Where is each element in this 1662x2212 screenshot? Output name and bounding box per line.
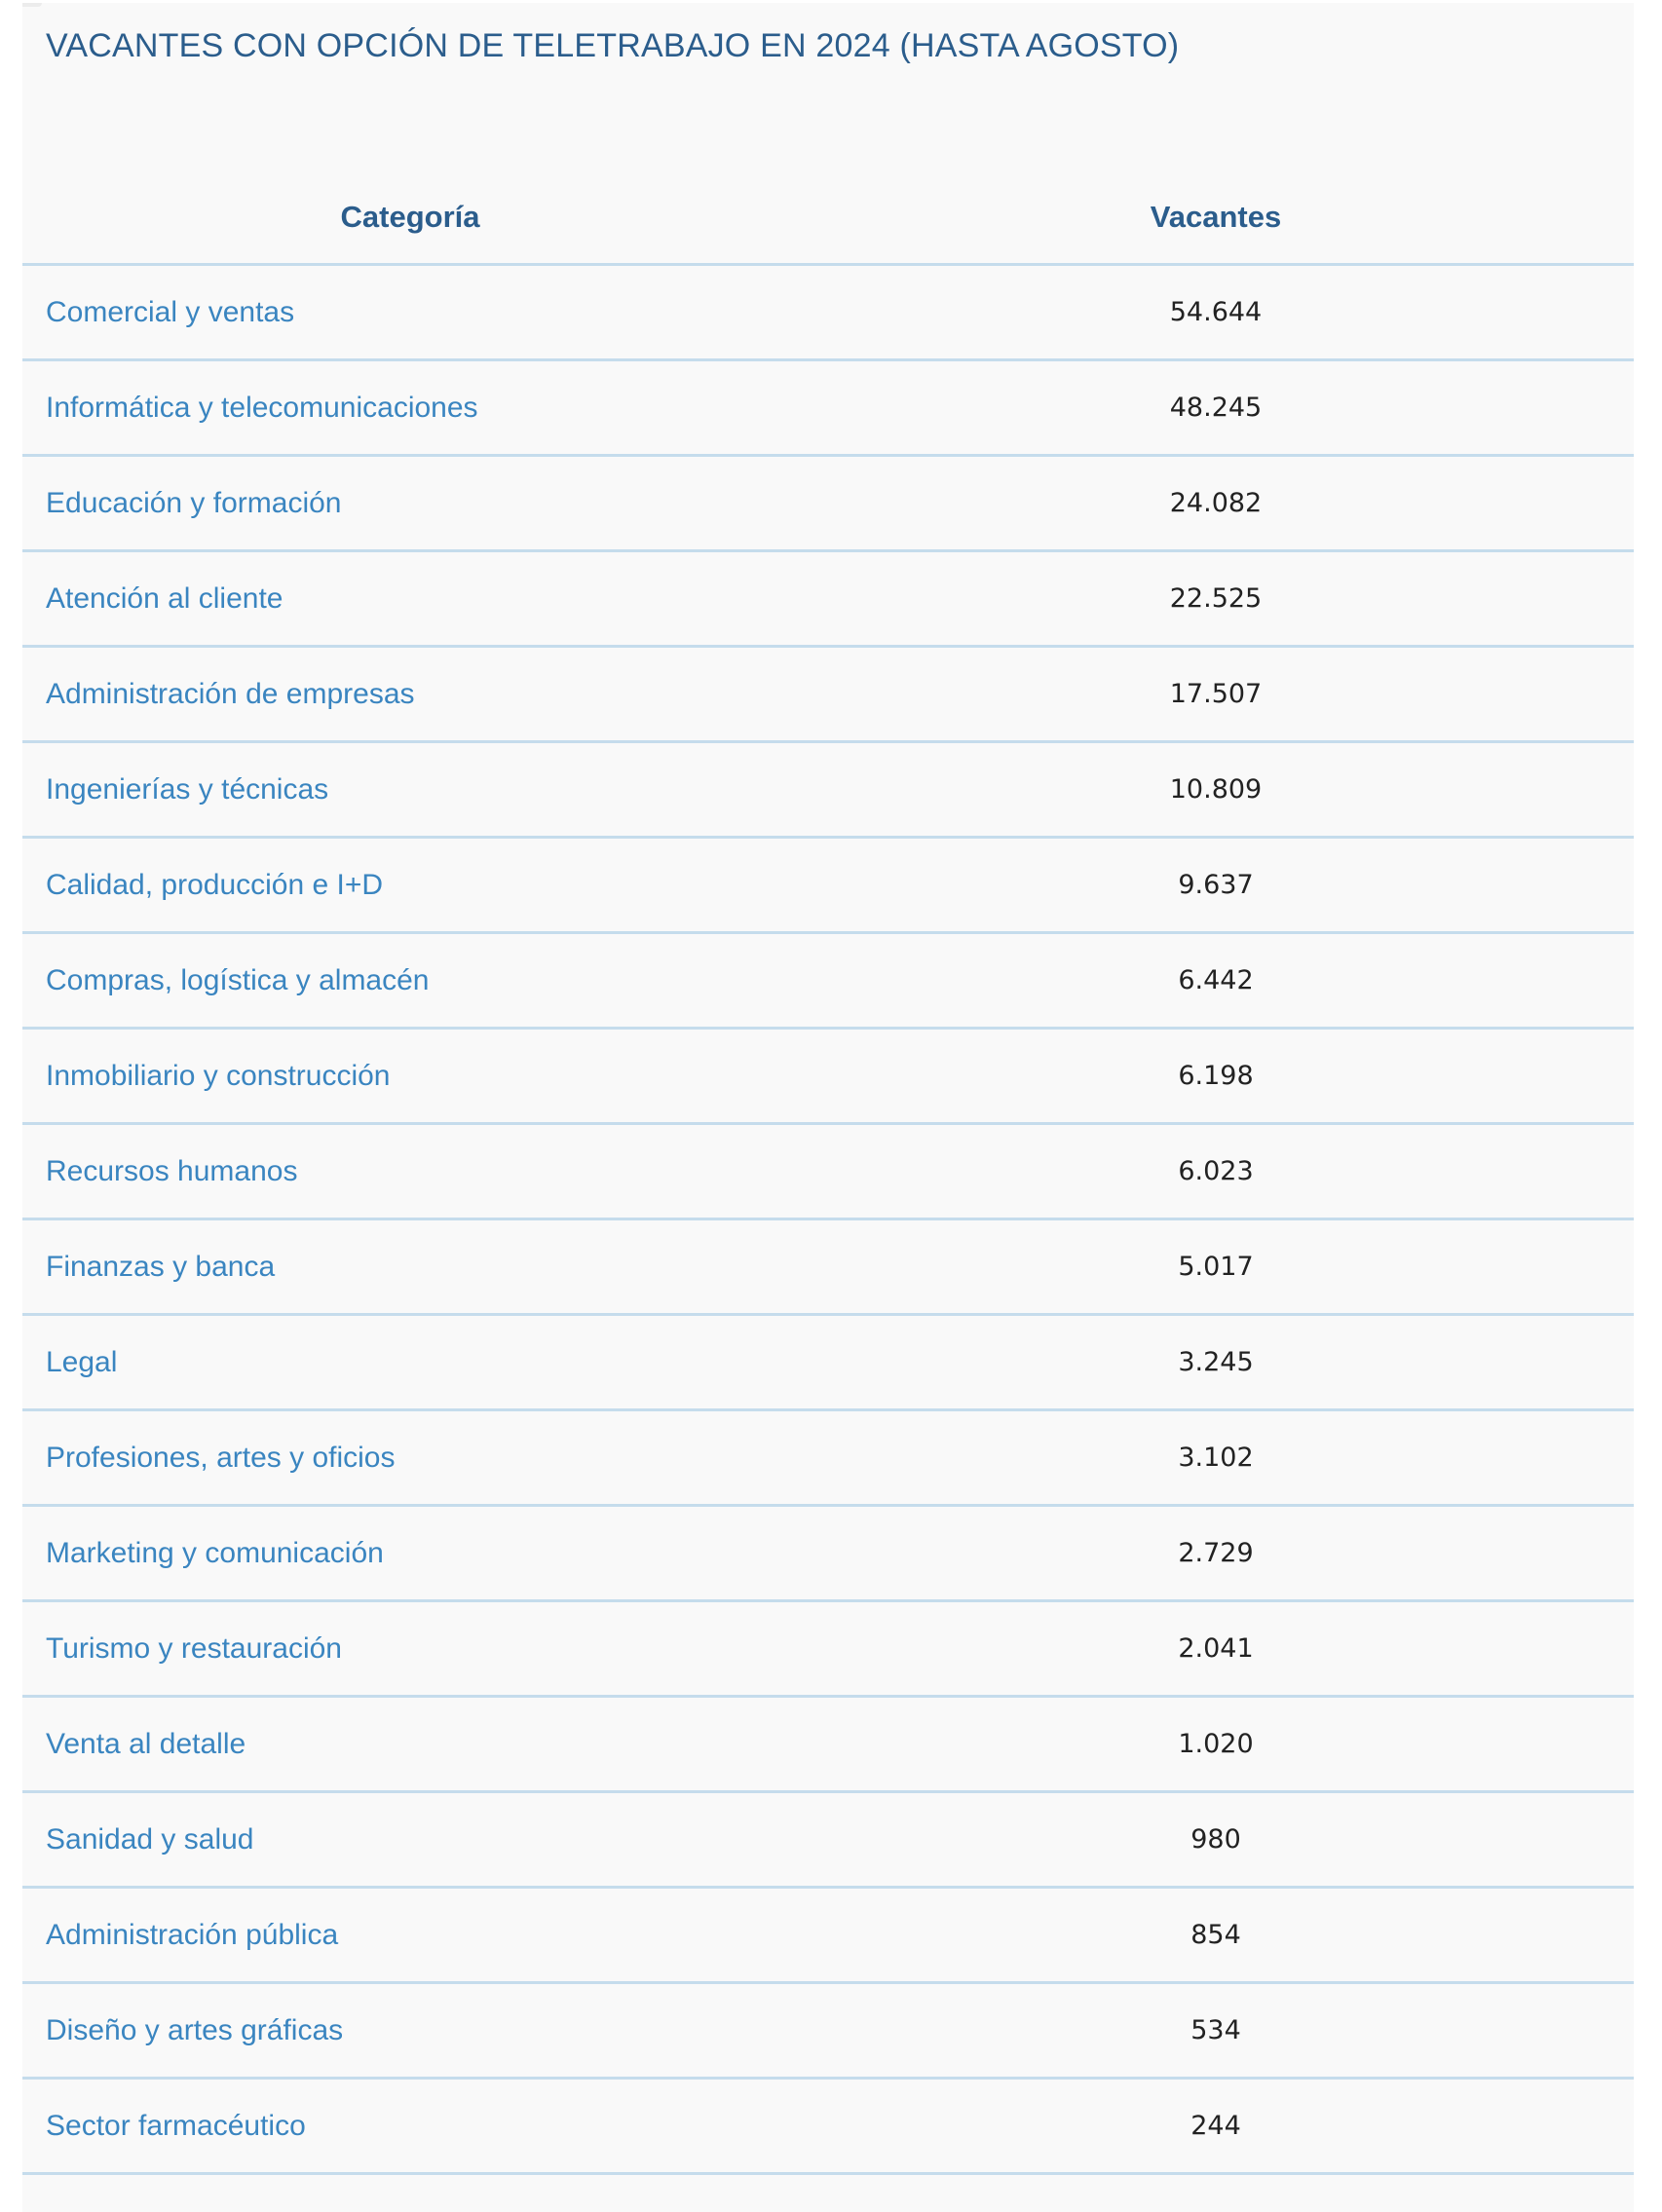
vacancies-cell: 5.017 [798, 1219, 1634, 1315]
category-cell: Turismo y restauración [22, 1601, 798, 1697]
table-row [22, 1601, 1634, 1697]
vacancies-cell: 1.020 [798, 1697, 1634, 1792]
category-cell: Administración de empresas [22, 647, 798, 742]
table-row [22, 1124, 1634, 1219]
table-row [22, 1219, 1634, 1315]
table-row [22, 933, 1634, 1029]
category-cell: Comercial y ventas [22, 265, 798, 360]
vacancies-cell: 534 [798, 1983, 1634, 2079]
vacancies-cell: 2.729 [798, 1506, 1634, 1601]
table-row [22, 551, 1634, 647]
vacancies-cell: 10.809 [798, 742, 1634, 838]
vacancies-cell: 2.041 [798, 1601, 1634, 1697]
vacancies-cell: 6.023 [798, 1124, 1634, 1219]
column-header-vacancies: Vacantes [798, 170, 1634, 265]
table-row [22, 742, 1634, 838]
table-row [22, 1506, 1634, 1601]
table-row [22, 1983, 1634, 2079]
table-row [22, 1315, 1634, 1410]
category-cell: Recursos humanos [22, 1124, 798, 1219]
vacancies-cell: 3.102 [798, 1410, 1634, 1506]
category-cell: Educación y formación [22, 456, 798, 551]
table-title: VACANTES CON OPCIÓN DE TELETRABAJO EN 2024 (HASTA AGOSTO) [46, 27, 1180, 64]
table-row [22, 1029, 1634, 1124]
table-row [22, 360, 1634, 456]
category-cell: Administración pública [22, 1888, 798, 1983]
table-row [22, 1697, 1634, 1792]
table-header-row [22, 170, 1634, 265]
category-cell: Compras, logística y almacén [22, 933, 798, 1029]
category-cell: Atención al cliente [22, 551, 798, 647]
vacancies-cell: 244 [798, 2079, 1634, 2174]
table-row [22, 2079, 1634, 2174]
table-panel [22, 3, 1634, 2212]
category-cell: Sanidad y salud [22, 1792, 798, 1888]
category-cell: Informática y telecomunicaciones [22, 360, 798, 456]
vacancies-cell: 854 [798, 1888, 1634, 1983]
table-row [22, 1410, 1634, 1506]
vacancies-cell: 24.082 [798, 456, 1634, 551]
table-row [22, 647, 1634, 742]
category-cell: Ingenierías y técnicas [22, 742, 798, 838]
corner-decoration [22, 3, 42, 7]
vacancies-cell: 6.442 [798, 933, 1634, 1029]
category-cell: Calidad, producción e I+D [22, 838, 798, 933]
vacancies-cell: 3.245 [798, 1315, 1634, 1410]
vacancies-cell: 48.245 [798, 360, 1634, 456]
table-row [22, 1792, 1634, 1888]
table-row [22, 265, 1634, 360]
table-row [22, 838, 1634, 933]
category-cell: Inmobiliario y construcción [22, 1029, 798, 1124]
column-header-category: Categoría [22, 170, 798, 265]
category-cell: Finanzas y banca [22, 1219, 798, 1315]
category-cell: Profesiones, artes y oficios [22, 1410, 798, 1506]
category-cell: Diseño y artes gráficas [22, 1983, 798, 2079]
vacancies-table [22, 170, 1634, 2175]
vacancies-cell: 6.198 [798, 1029, 1634, 1124]
vacancies-cell: 22.525 [798, 551, 1634, 647]
table-row [22, 456, 1634, 551]
table-row [22, 1888, 1634, 1983]
category-cell: Legal [22, 1315, 798, 1410]
vacancies-cell: 9.637 [798, 838, 1634, 933]
vacancies-cell: 54.644 [798, 265, 1634, 360]
category-cell: Venta al detalle [22, 1697, 798, 1792]
vacancies-cell: 980 [798, 1792, 1634, 1888]
category-cell: Marketing y comunicación [22, 1506, 798, 1601]
vacancies-cell: 17.507 [798, 647, 1634, 742]
category-cell: Sector farmacéutico [22, 2079, 798, 2174]
